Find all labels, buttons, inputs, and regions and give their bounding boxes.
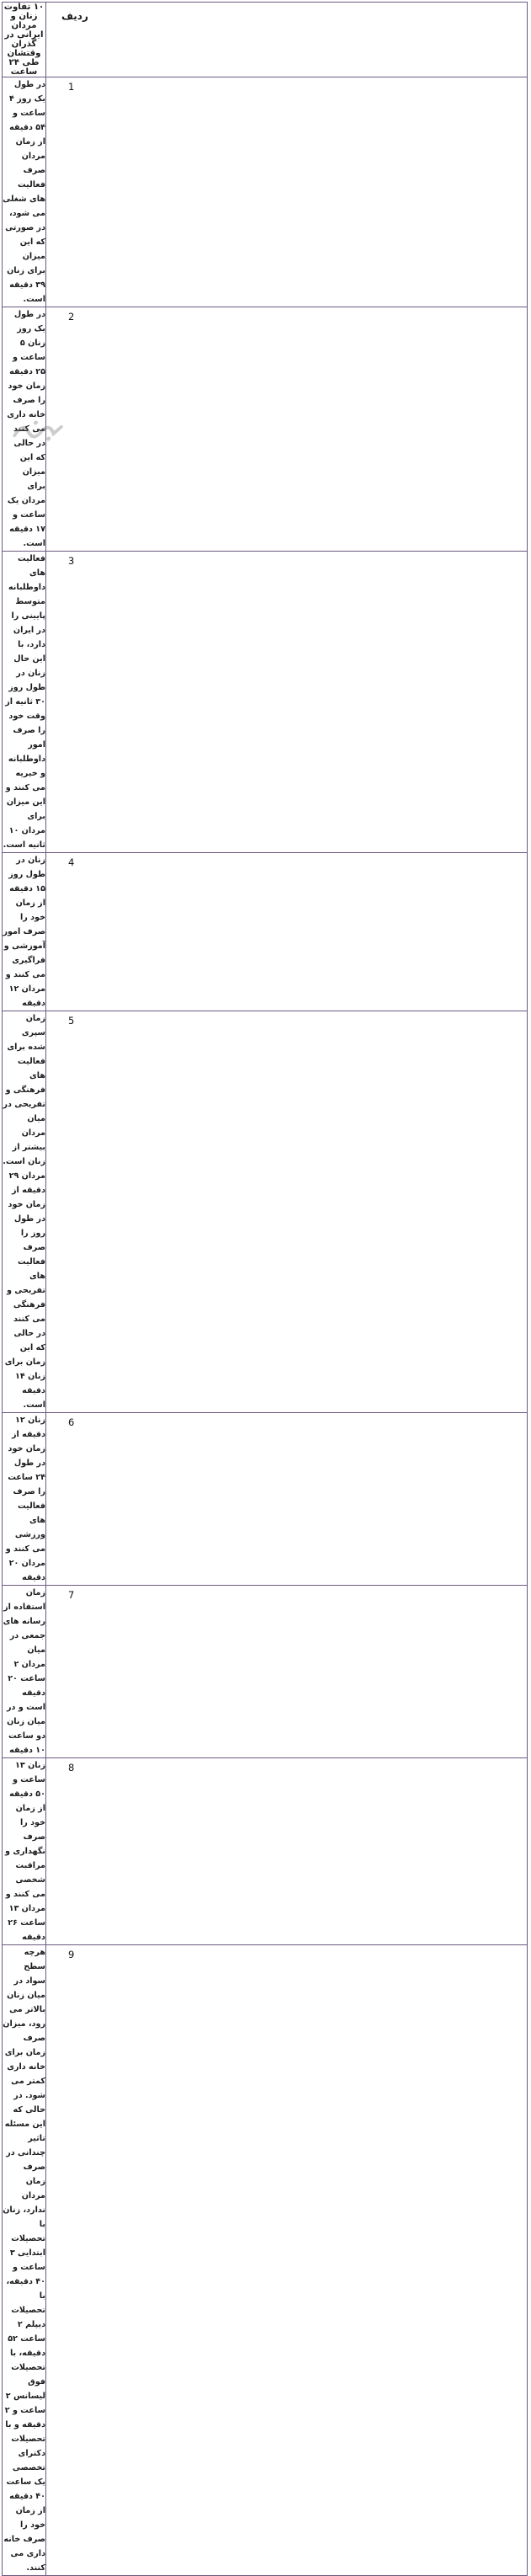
comparison-table bbox=[2, 2, 528, 2576]
table-row bbox=[3, 1413, 528, 1586]
table-row bbox=[3, 1011, 528, 1413]
row-number: 3 bbox=[46, 552, 528, 853]
table-title: ۱۰ تفاوت زنان و مردان ایرانی در گذران وقتشان طی ۲۴ ساعت bbox=[3, 3, 46, 77]
row-number: 6 bbox=[46, 1413, 528, 1586]
table-row bbox=[3, 552, 528, 853]
table-row bbox=[3, 1586, 528, 1758]
table-header-row bbox=[3, 3, 528, 77]
row-number: 4 bbox=[46, 853, 528, 1011]
row-text: هرچه سطح سواد در میان زنان بالاتر می رود، میزان صرف زمان برای خانه داری کمتر می شود. در حالی که این مسئله تاثیر چندانی در صرف زمان مردان ندارد، زنان با تحصیلات ابتدایی ۳ ساعت و ۴۰ دقیقه، با تحصیلات دیپلم ۲ ساعت ۵۲ دقیقه، با تحصیلات فوق لیسانس ۲ ساعت و ۲ دقیقه و با تحصیلات دکترای تخصصی یک ساعت ۴۰ دقیقه از زمان خود را صرف خانه داری می کنند. bbox=[3, 1945, 46, 2576]
row-text: زنان ۱۳ ساعت و ۵۰ دقیقه از زمان خود را صرف نگهداری و مراقبت شخصی می کنند و مردان ۱۳ ساعت ۲۶ دقیقه bbox=[3, 1758, 46, 1945]
row-number: 9 bbox=[46, 1945, 528, 2576]
site-watermark-logo bbox=[10, 417, 68, 446]
row-number: 2 bbox=[46, 307, 528, 552]
row-text: زنان ۱۲ دقیقه از زمان خود در طول ۲۴ ساعت را صرف فعالیت های ورزشی می کنند و مردان ۲۰ دقیقه bbox=[3, 1413, 46, 1586]
table-row bbox=[3, 307, 528, 552]
table-row bbox=[3, 1758, 528, 1945]
watermark-glyph-icon bbox=[10, 417, 67, 442]
table-row bbox=[3, 77, 528, 307]
row-text: زمان استفاده از رسانه های جمعی در میان مردان ۲ ساعت ۲۰ دقیقه است و در میان زنان دو ساعت ۱۰ دقیقه bbox=[3, 1586, 46, 1758]
row-text: زنان در طول روز ۱۵ دقیقه از زمان خود را صرف امور آموزشی و فراگیری می کنند و مردان ۱۲ دقیقه bbox=[3, 853, 46, 1011]
row-number: 7 bbox=[46, 1586, 528, 1758]
row-number: 1 bbox=[46, 77, 528, 307]
table-row bbox=[3, 1945, 528, 2576]
row-text: فعالیت های داوطلبانه متوسط پایینی را در ایران دارد، با این حال زنان در طول روز ۳۰ ثانیه از وقت خود را صرف امور داوطلبانه و خیریه می کنند و این میزان برای مردان ۱۰ ثانیه است. bbox=[3, 552, 46, 853]
row-number-header: ردیف bbox=[46, 3, 528, 77]
row-text: زمان سپری شده برای فعالیت های فرهنگی و تفریحی در میان مردان بیشتر از زنان است. مردان ۲۹ دقیقه از زمان خود در طول روز را صرف فعالیت های تفریحی و فرهنگی می کنند در حالی که این زمان برای زنان ۱۴ دقیقه است. bbox=[3, 1011, 46, 1413]
row-text: در طول یک روز زنان ۵ ساعت و ۲۵ دقیقه زمان خود را صرف خانه داری می کنند در حالی که این میزان برای مردان یک ساعت و ۱۷ دقیقه است. bbox=[3, 307, 46, 552]
row-text: در طول یک روز ۴ ساعت و ۵۴ دقیقه از زمان مردان صرف فعالیت های شغلی می شود، در صورتی که این میزان برای زنان ۳۹ دقیقه است. bbox=[3, 77, 46, 307]
row-number: 8 bbox=[46, 1758, 528, 1945]
table-row bbox=[3, 853, 528, 1011]
row-number: 5 bbox=[46, 1011, 528, 1413]
